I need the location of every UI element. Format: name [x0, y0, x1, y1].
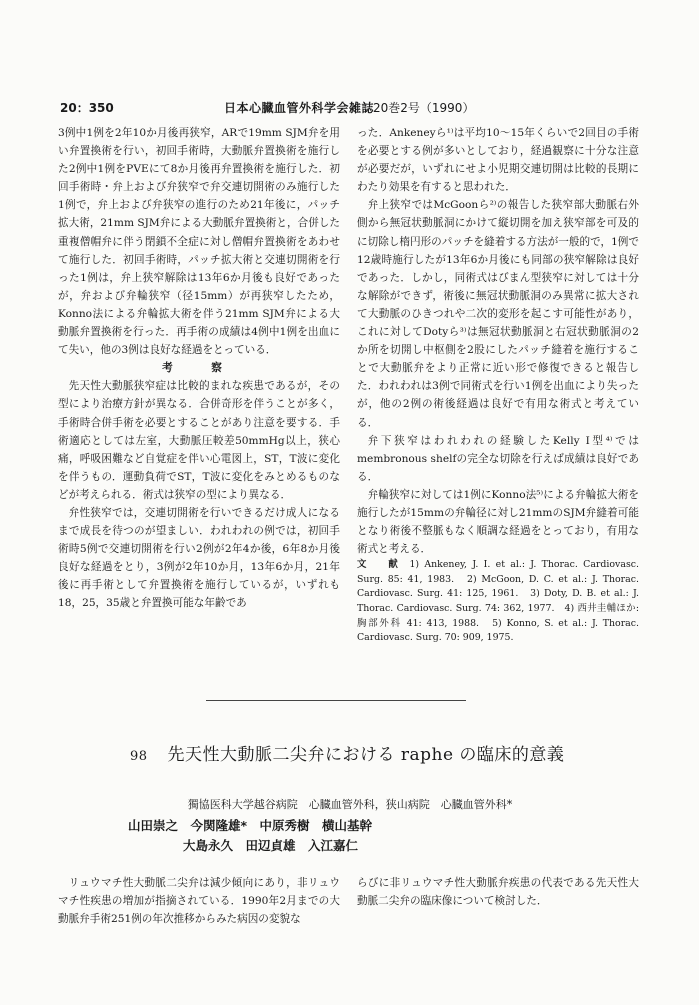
abstract-number: 98 — [130, 749, 148, 764]
discussion-paragraph: 先天性大動脈狭窄症は比較的まれな疾患であるが，その型により治療方針が異なる．合併奇形を伴うことが多く，手術時合併手術を必要とすることがあり注意を要する．手術適応としては左室，大動脈圧較差50mmHg以上，狭心痛，呼吸困難など自覚症を伴い心電図上，ST，T波に変化を伴うもの．運動負荷でST，T波に変化をみとめるものなどが考えられる．術式は狭窄の型により異なる． — [58, 380, 340, 501]
subvalvular-paragraph: 弁下狭窄はわれわれの経験したKelly I型⁴⁾ではmembronous shelfの完全な切除を行えば成績は良好である． — [357, 434, 639, 483]
abstract-paragraph: リュウマチ性大動脈二尖弁は減少傾向にあり，非リュウマチ性疾患の増加が指摘されている．1990年2月までの大動脈弁手術251例の年次推移からみた病因の変貌な — [58, 877, 340, 926]
abstract-left-text — [58, 874, 340, 928]
references-label: 文 献 — [357, 559, 405, 571]
abstract-title — [130, 740, 590, 765]
annular-paragraph: 弁輪狭窄に対しては1例にKonno法⁵⁾による弁輪拡大術を施行したが15mmの弁輪径に対し21mmのSJM弁縫着可能となり術後不整脈もなく順調な経過をとっており，有用な術式と考える． — [357, 488, 639, 556]
left-column — [58, 124, 340, 613]
continued-paragraph: った．Ankeneyら¹⁾は平均10〜15年くらいで2回目の手術を必要とする例が多いとしており，経過観察に十分な注意が必要だが，いずれにせよ小児期交連切開は比較的長期にわたり効果を有すると思われた． — [357, 127, 639, 194]
references — [357, 558, 639, 646]
discussion-paragraph: 弁性狭窄では，交連切開術を行いできるだけ成人になるまで成長を待つのが望ましい．われわれの例では，初回手術時5例で交連切開術を行い2例が2年4か後，6年8か月後良好な経過をとり，3例が2年10か月，13年6か月，21年後に再手術として弁置換術を施行しているが，いずれも18，25，35歳と弁置換可能な年齢であ — [58, 506, 340, 610]
page-header — [60, 99, 640, 117]
abstract-paragraph-continued: らびに非リュウマチ性大動脈弁疾患の代表である先天性大動脈二尖弁の臨床像について検討した． — [357, 877, 639, 908]
right-column — [357, 124, 639, 646]
section-title-discussion: 考 察 — [162, 362, 236, 375]
supravalvular-paragraph: 弁上狭窄ではMcGoonら²⁾の報告した狭窄部大動脈右外側から無冠状動脈洞にかけて縦切開を加え狭窄部を可及的に切除し楕円形のパッチを縫着する方法が一般的で，1例で12歳時施行したが13年6か月後にも同部の狭窄解除は良好であった．しかし，同術式はびまん型狭窄に対しては十分な解除ができず，術後に無冠状動脈洞のみ異常に拡大されて大動脈のひきつれや二次的変形を起こす可能性があり，これに対してDotyら³⁾は無冠状動脈洞と右冠状動脈洞の2か所を切開し中枢側を2股にしたパッチ縫着を施行することで大動脈弁をより正常に近い形で修復できると報告した．われわれは3例で同術式を行い1例を出血により失ったが，他の2例の術後経過は良好で有用な術式と考えている． — [357, 199, 639, 429]
abstract-right-text — [357, 874, 639, 910]
affiliation: 獨協医科大学越谷病院 心臓血管外科，狭山病院 心臓血管外科* — [187, 798, 513, 811]
journal-name: 日本心臓血管外科学会雑誌 — [224, 101, 375, 115]
references-list: 1) Ankeney, J. I. et al.: J. Thorac. Cardiovasc. Surg. 85: 41, 1983. 2) McGoon, D. C. et al.: J. Thorac. Cardiovasc. Surg. 41: 125, 1961. 3) Doty, D. B. et al.: J. Thorac. Cardiovasc. Surg. 74: 362, 1977. 4) 西井圭輔ほか: 胸部外科 41: 413, 1988. 5) Konno, S. et al.: J. Thorac. Cardiovasc. Surg. 70: 909, 1975. — [357, 559, 639, 644]
abstract-title-text: 先天性大動脈二尖弁における raphe の臨床的意義 — [167, 745, 565, 765]
results-paragraph: 3例中1例を2年10か月後再狭窄，ARで19mm SJM弁を用い弁置換術を行い，初回手術時，大動脈弁置換術を施行した2例中1例をPVEにて8か月後再弁置換術を施行した．初回手術時・弁上および弁狭窄で弁交連切開術のみ施行した1例で，弁上および弁狭窄の進行のため21年後に，パッチ拡大術，21mm SJM弁による大動脈弁置換術と，合併した重複僧帽弁に伴う閉鎖不全症に対し僧帽弁置換術をあわせて施行した．初回手術時，パッチ拡大術と交連切開術を行った1例は，弁上狭窄解除は13年6か月後も良好であったが，弁および弁輪狭窄（径15mm）が再狭窄したため，Konno法による弁輪拡大術を伴う21mm SJM弁による大動脈弁置換術を行った．再手術の成績は4例中1例を出血にて失い，他の3例は良好な経過をとっている． — [58, 127, 340, 357]
authors-line-2: 大島永久 田辺貞雄 入江嘉仁 — [183, 838, 359, 853]
section-divider — [206, 700, 466, 701]
volume-info: 20巻2号（1990） — [373, 101, 475, 115]
page-number: 20：350 — [60, 101, 114, 115]
authors-line-1: 山田崇之 今関隆雄* 中原秀樹 横山基幹 — [128, 818, 373, 833]
